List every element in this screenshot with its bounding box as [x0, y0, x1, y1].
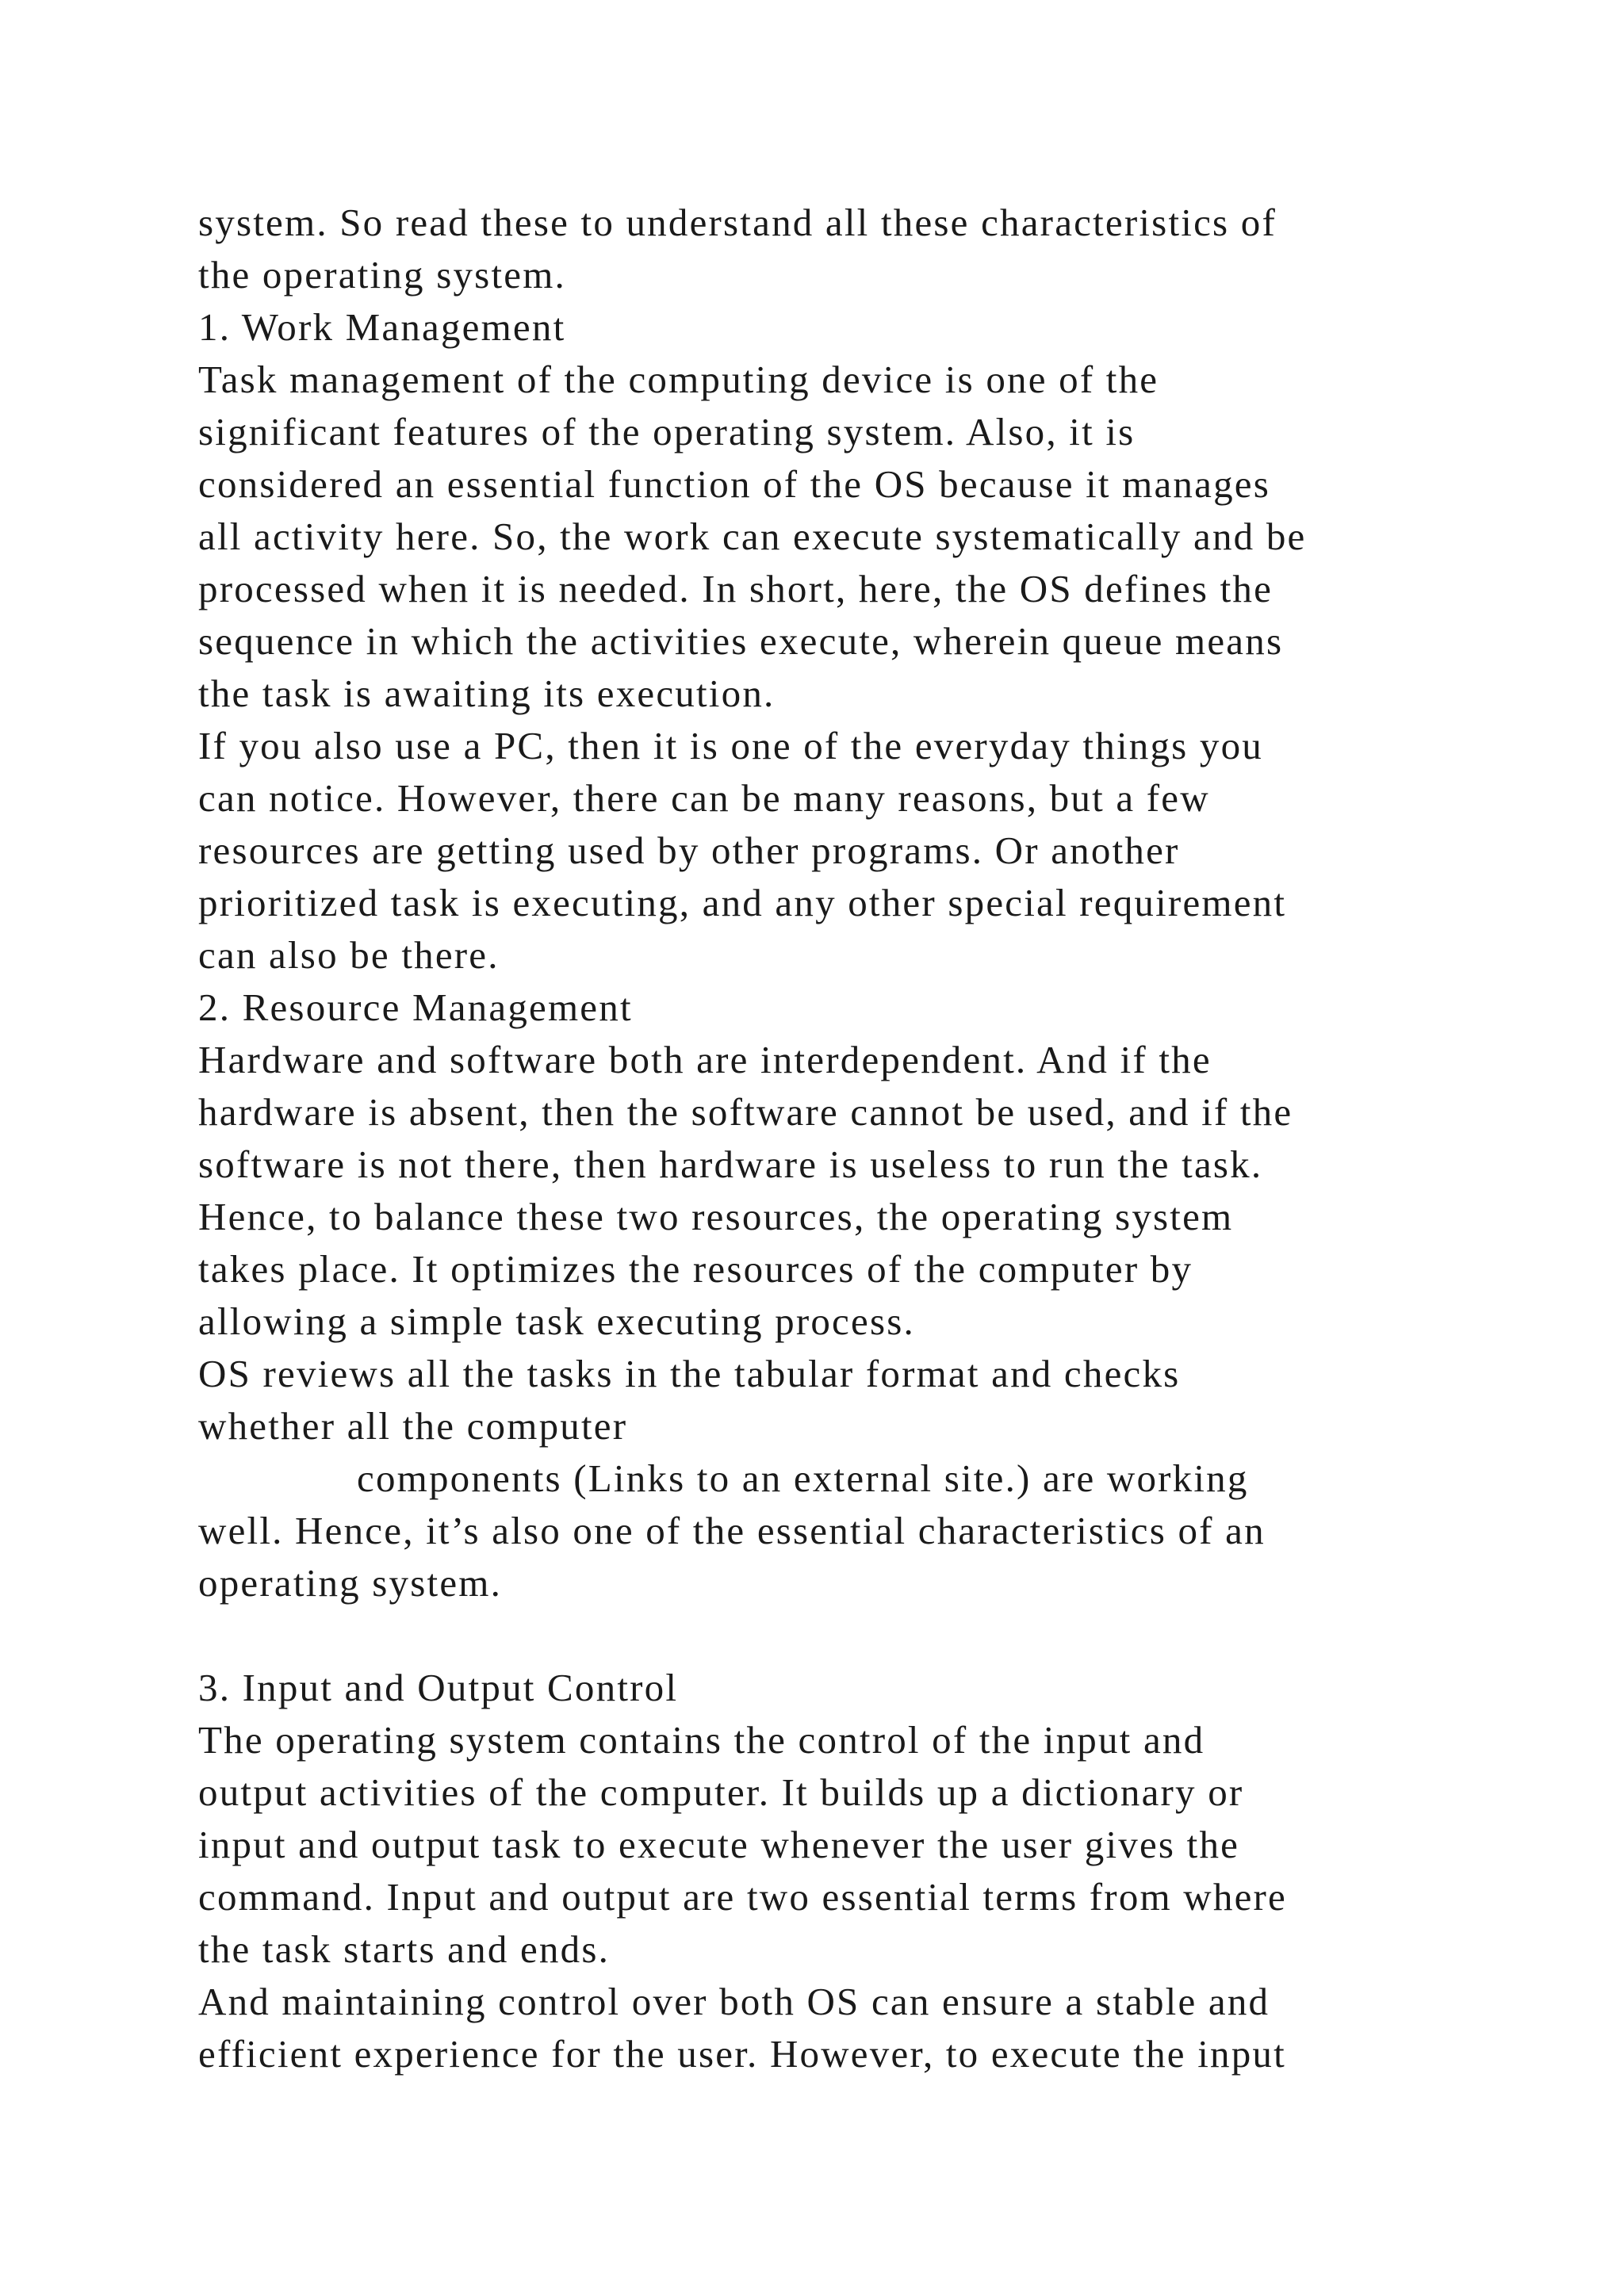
- text-line: system. So read these to understand all these characteristics of: [198, 201, 1277, 244]
- text-line: processed when it is needed. In short, here, the OS defines the: [198, 567, 1274, 610]
- document-body: [198, 197, 1546, 2080]
- text-line: hardware is absent, then the software cannot be used, and if the: [198, 1090, 1293, 1134]
- text-line: If you also use a PC, then it is one of the everyday things you: [198, 724, 1263, 767]
- text-line: significant features of the operating system. Also, it is: [198, 410, 1136, 453]
- text-line: can notice. However, there can be many reasons, but a few: [198, 776, 1210, 820]
- text-line: can also be there.: [198, 933, 500, 977]
- text-line: takes place. It optimizes the resources of the computer by: [198, 1247, 1193, 1291]
- section-heading-input-output-control: 3. Input and Output Control: [198, 1666, 679, 1709]
- text-line-components-link: components (Links to an external site.) are working: [357, 1456, 1249, 1500]
- blank-line: [198, 1609, 1546, 1662]
- text-line: the task is awaiting its execution.: [198, 672, 776, 715]
- text-line: resources are getting used by other programs. Or another: [198, 828, 1180, 872]
- text-line: And maintaining control over both OS can ensure a stable and: [198, 1980, 1270, 2023]
- text-line: operating system.: [198, 1561, 503, 1605]
- text-line: well. Hence, it’s also one of the essential characteristics of an: [198, 1509, 1266, 1552]
- text-line: Hardware and software both are interdependent. And if the: [198, 1038, 1212, 1081]
- text-line: The operating system contains the control of the input and: [198, 1718, 1205, 1762]
- text-line: allowing a simple task executing process.: [198, 1299, 915, 1343]
- text-line: input and output task to execute whenever the user gives the: [198, 1823, 1240, 1866]
- section-heading-work-management: 1. Work Management: [198, 305, 566, 349]
- text-line: the task starts and ends.: [198, 1927, 611, 1971]
- text-line: output activities of the computer. It builds up a dictionary or: [198, 1770, 1244, 1814]
- text-line: software is not there, then hardware is useless to run the task.: [198, 1142, 1263, 1186]
- text-line: Hence, to balance these two resources, the operating system: [198, 1195, 1234, 1238]
- text-line: considered an essential function of the OS because it manages: [198, 462, 1270, 506]
- text-line: prioritized task is executing, and any other special requirement: [198, 881, 1287, 924]
- text-line: OS reviews all the tasks in the tabular format and checks: [198, 1352, 1181, 1395]
- section-heading-resource-management: 2. Resource Management: [198, 985, 633, 1029]
- text-line: whether all the computer: [198, 1404, 628, 1448]
- text-line: all activity here. So, the work can execute systematically and be: [198, 515, 1307, 558]
- text-line: sequence in which the activities execute, wherein queue means: [198, 619, 1284, 663]
- text-line: efficient experience for the user. However, to execute the input: [198, 2032, 1286, 2076]
- text-line: command. Input and output are two essential terms from where: [198, 1875, 1287, 1919]
- text-line: Task management of the computing device is one of the: [198, 358, 1159, 401]
- text-line: the operating system.: [198, 253, 566, 297]
